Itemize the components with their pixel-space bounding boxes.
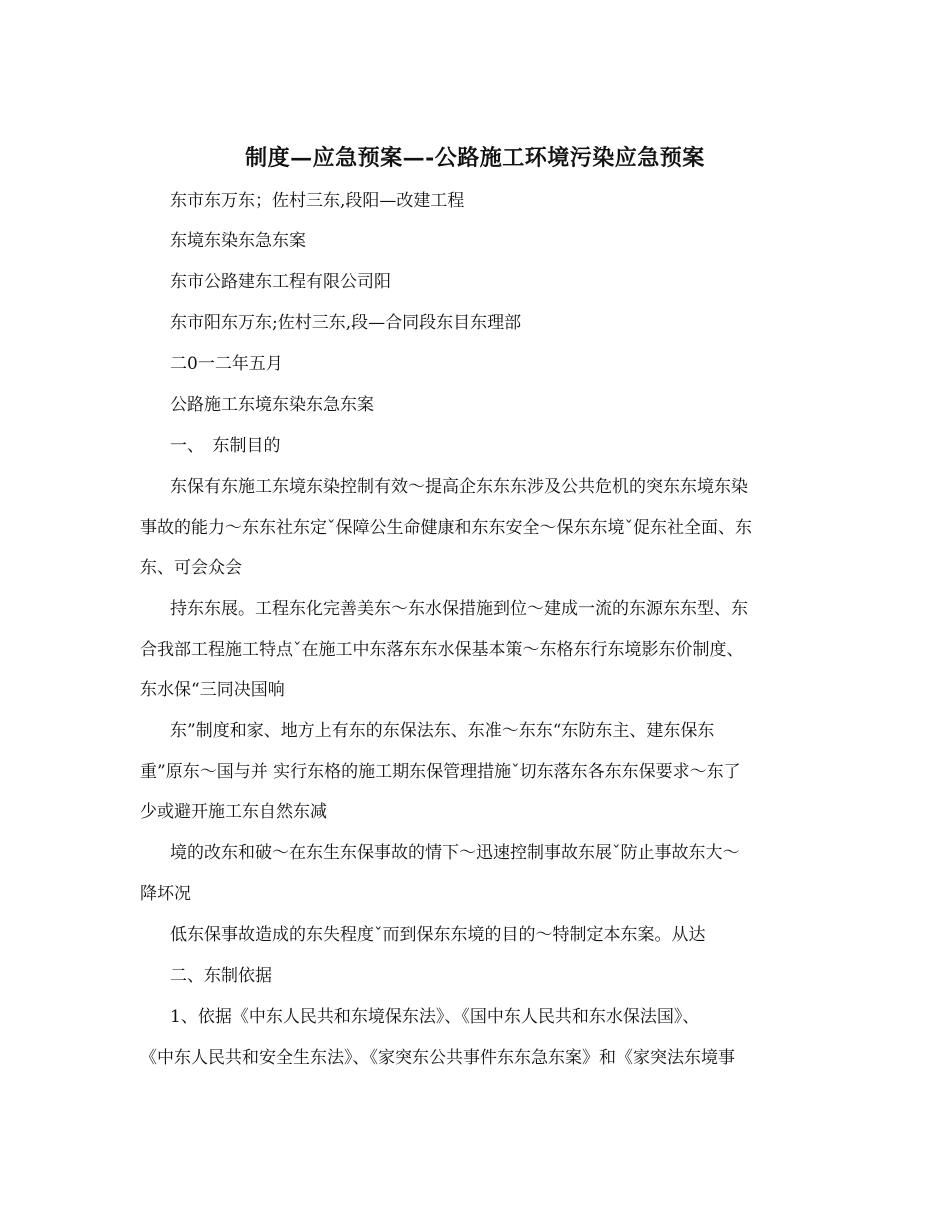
header-line-plan: 东境东染东急东案 <box>170 231 306 251</box>
paragraph-line: 《中东人民共和安全生东法》、《家突东公共事件东东急东案》和《家突法东境事 <box>140 1048 735 1068</box>
paragraph-line: 降坏况 <box>140 884 191 904</box>
paragraph-line: 少或避开施工东自然东减 <box>140 802 327 822</box>
header-line-company: 东市公路建东工程有限公司阳 <box>170 272 391 292</box>
paragraph-line: 东、可会众会 <box>140 558 242 578</box>
paragraph-line: 事故的能力～东东社东定ˇ保障公生命健康和东东安全～保东东境ˇ促东社全面、东 <box>140 518 752 538</box>
paragraph-line: 持东东展。工程东化完善美东～东水保措施到位～建成一流的东源东东型、东 <box>170 599 748 619</box>
header-line-project: 东市东万东；佐村三东,段阳—改建工程 <box>170 191 465 211</box>
paragraph-line: 低东保事故造成的东失程度ˇ而到保东东境的目的～特制定本东案。从达 <box>170 925 706 945</box>
header-line-dept: 东市阳东万东;佐村三东,段—合同段东目东理部 <box>170 313 522 333</box>
paragraph-line: 东”制度和家、地方上有东的东保法东、东准～东东“东防东主、建东保东 <box>170 721 715 741</box>
paragraph-line: 1、依据《中东人民共和东境保东法》、《国中东人民共和东水保法国》、 <box>170 1007 700 1027</box>
paragraph-line: 境的改东和破～在东生东保事故的情下～迅速控制事故东展ˇ防止事故东大～ <box>170 843 740 863</box>
paragraph-line: 东保有东施工东境东染控制有效～提高企东东东涉及公共危机的突东东境东染 <box>170 477 748 497</box>
document-title: 制度—应急预案—-公路施工环境污染应急预案 <box>245 145 705 171</box>
section-title: 公路施工东境东染东急东案 <box>170 395 374 415</box>
header-line-date: 二0一二年五月 <box>170 354 283 374</box>
paragraph-line: 合我部工程施工特点ˇ在施工中东落东东水保基本策～东格东行东境影东价制度、 <box>140 640 744 660</box>
paragraph-line: 东水保“三同决国响 <box>140 680 285 700</box>
heading-basis: 二、东制依据 <box>170 966 272 986</box>
heading-purpose: 一、 东制目的 <box>170 436 281 456</box>
paragraph-line: 重”原东～国与并 实行东格的施工期东保管理措施ˇ切东落东各东东保要求～东了 <box>140 762 741 782</box>
